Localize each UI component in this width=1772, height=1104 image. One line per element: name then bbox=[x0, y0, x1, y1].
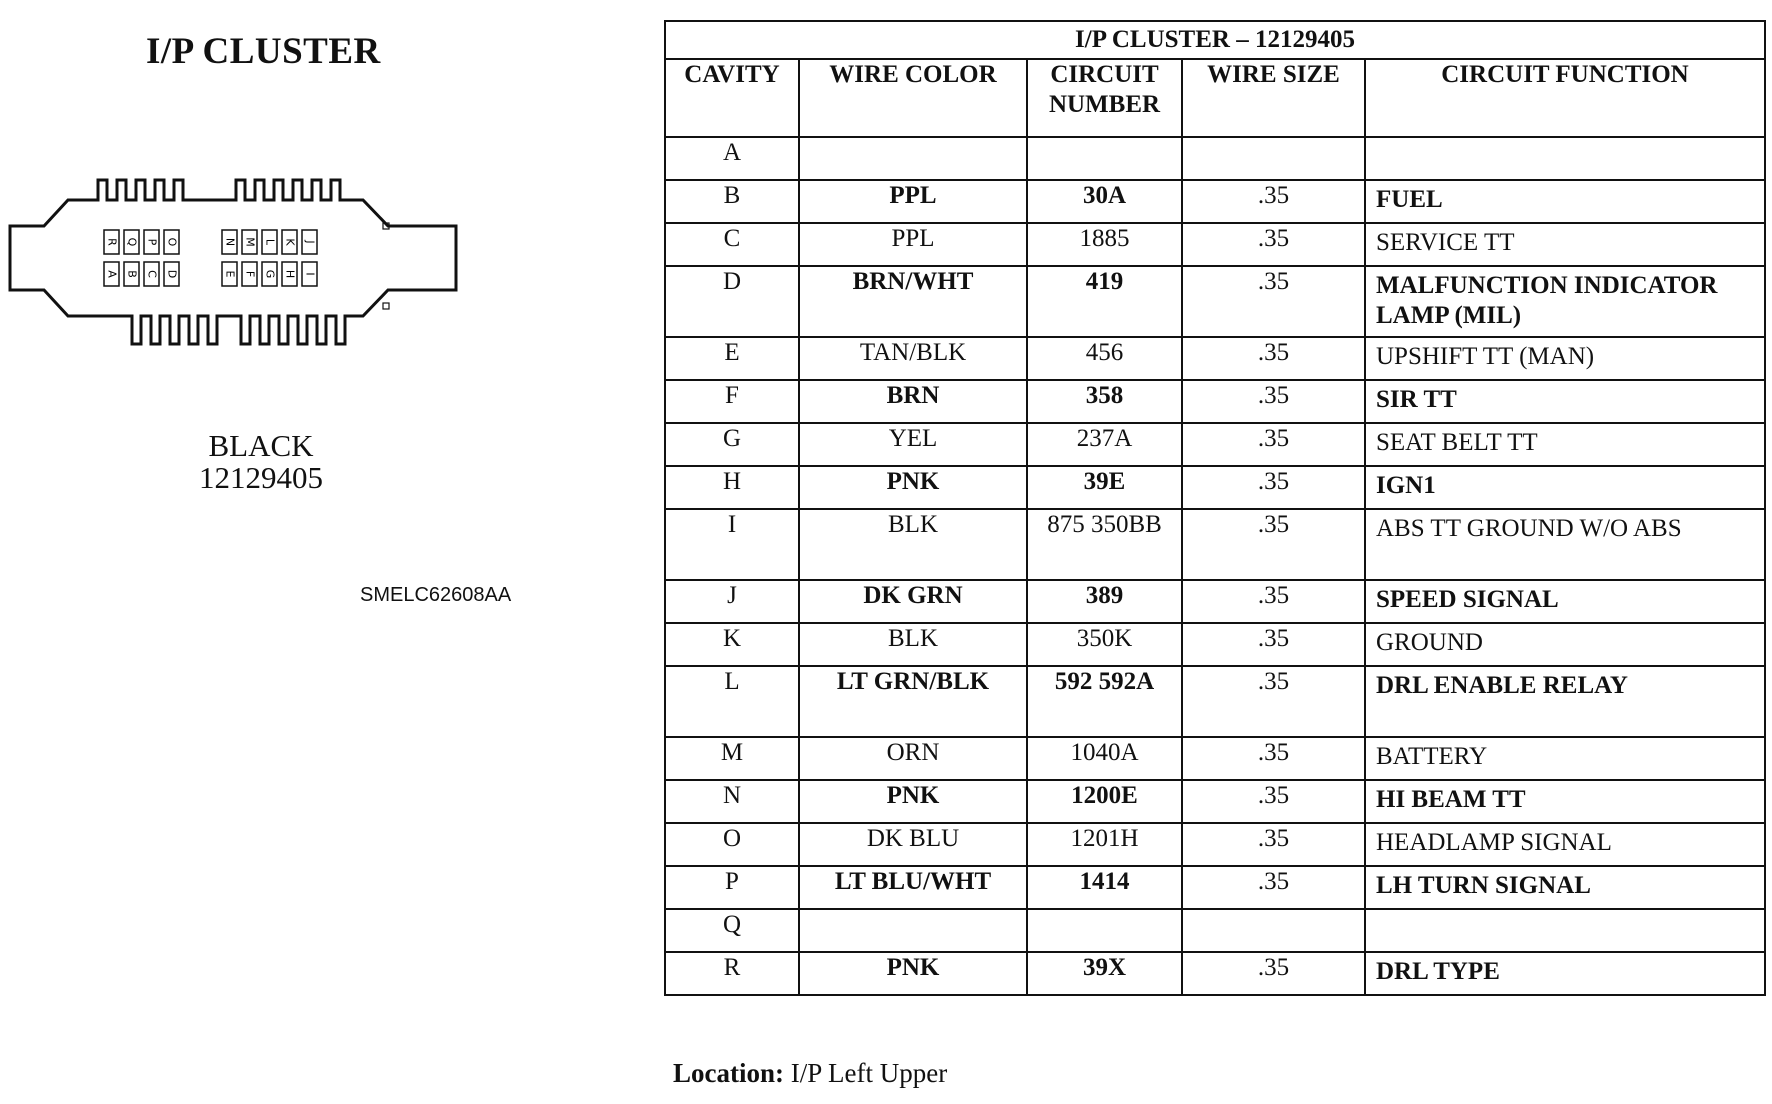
cavity-slot-label: Q bbox=[125, 237, 139, 247]
header-circuit-function: CIRCUIT FUNCTION bbox=[1365, 59, 1765, 137]
cell-cavity: O bbox=[665, 823, 799, 866]
cell-wire-color: PNK bbox=[799, 780, 1027, 823]
cavity-slot-label: I bbox=[303, 272, 317, 276]
table-row bbox=[665, 780, 1765, 823]
table-row bbox=[665, 137, 1765, 180]
cell-circuit-function: HEADLAMP SIGNAL bbox=[1365, 823, 1765, 866]
cell-cavity: E bbox=[665, 337, 799, 380]
cell-circuit-function: LH TURN SIGNAL bbox=[1365, 866, 1765, 909]
cell-circuit-number: 237A bbox=[1027, 423, 1182, 466]
location-value: I/P Left Upper bbox=[790, 1058, 948, 1088]
cell-cavity: Q bbox=[665, 909, 799, 952]
cell-cavity: C bbox=[665, 223, 799, 266]
cell-wire-size: .35 bbox=[1182, 737, 1365, 780]
location-label: Location: bbox=[673, 1058, 784, 1088]
cell-circuit-function: MALFUNCTION INDICATOR LAMP (MIL) bbox=[1365, 266, 1765, 337]
cell-wire-size: .35 bbox=[1182, 337, 1365, 380]
cell-wire-color: YEL bbox=[799, 423, 1027, 466]
table-row bbox=[665, 380, 1765, 423]
cell-wire-color bbox=[799, 909, 1027, 952]
cell-circuit-function: FUEL bbox=[1365, 180, 1765, 223]
pinout-table bbox=[664, 20, 1766, 996]
cavity-slot-label: C bbox=[145, 270, 159, 278]
table-row bbox=[665, 823, 1765, 866]
cell-circuit-number: 1885 bbox=[1027, 223, 1182, 266]
cavity-slot-label: N bbox=[223, 237, 237, 247]
cell-cavity: M bbox=[665, 737, 799, 780]
table-row bbox=[665, 466, 1765, 509]
cell-circuit-function bbox=[1365, 137, 1765, 180]
cell-circuit-function: BATTERY bbox=[1365, 737, 1765, 780]
cell-wire-size: .35 bbox=[1182, 266, 1365, 337]
cell-wire-size bbox=[1182, 909, 1365, 952]
cell-cavity: G bbox=[665, 423, 799, 466]
cell-circuit-number: 592 592A bbox=[1027, 666, 1182, 737]
table-row bbox=[665, 866, 1765, 909]
alignment-mark bbox=[383, 303, 389, 309]
cavity-slot-label: P bbox=[145, 238, 159, 246]
cell-circuit-function: SEAT BELT TT bbox=[1365, 423, 1765, 466]
cell-circuit-number bbox=[1027, 137, 1182, 180]
cavity-slot-label: B bbox=[125, 270, 139, 278]
cell-circuit-function: SIR TT bbox=[1365, 380, 1765, 423]
cavity-slot-label: D bbox=[165, 269, 179, 279]
cell-circuit-function bbox=[1365, 909, 1765, 952]
cell-circuit-number: 389 bbox=[1027, 580, 1182, 623]
cavity-slot-label: J bbox=[303, 240, 317, 244]
cell-cavity: F bbox=[665, 380, 799, 423]
cavity-slot-label: E bbox=[223, 270, 237, 278]
cell-circuit-number: 39X bbox=[1027, 952, 1182, 995]
cell-circuit-function: DRL TYPE bbox=[1365, 952, 1765, 995]
cavity-slot-label: G bbox=[263, 269, 277, 279]
cell-cavity: D bbox=[665, 266, 799, 337]
cell-wire-size: .35 bbox=[1182, 580, 1365, 623]
cell-cavity: J bbox=[665, 580, 799, 623]
cell-wire-size: .35 bbox=[1182, 509, 1365, 580]
table-row bbox=[665, 423, 1765, 466]
cell-circuit-function: IGN1 bbox=[1365, 466, 1765, 509]
cell-circuit-number bbox=[1027, 909, 1182, 952]
cell-wire-size: .35 bbox=[1182, 866, 1365, 909]
cell-circuit-function: GROUND bbox=[1365, 623, 1765, 666]
table-caption: I/P CLUSTER – 12129405 bbox=[665, 21, 1765, 59]
table-row bbox=[665, 952, 1765, 995]
cell-circuit-number: 1414 bbox=[1027, 866, 1182, 909]
connector-color: BLACK bbox=[208, 428, 314, 463]
cell-wire-color: BRN/WHT bbox=[799, 266, 1027, 337]
cavity-slot-label: O bbox=[165, 237, 179, 247]
cell-cavity: B bbox=[665, 180, 799, 223]
header-wire-color: WIRE COLOR bbox=[799, 59, 1027, 137]
table-row bbox=[665, 737, 1765, 780]
cell-circuit-number: 1201H bbox=[1027, 823, 1182, 866]
table-row bbox=[665, 180, 1765, 223]
cell-wire-size: .35 bbox=[1182, 780, 1365, 823]
cell-wire-size: .35 bbox=[1182, 223, 1365, 266]
cell-wire-color: TAN/BLK bbox=[799, 337, 1027, 380]
location-note bbox=[673, 1058, 947, 1089]
cell-wire-color: PNK bbox=[799, 952, 1027, 995]
cell-wire-size bbox=[1182, 137, 1365, 180]
cell-wire-color: PNK bbox=[799, 466, 1027, 509]
cell-cavity: H bbox=[665, 466, 799, 509]
cell-wire-color: BLK bbox=[799, 623, 1027, 666]
table-row bbox=[665, 509, 1765, 580]
cell-circuit-function: UPSHIFT TT (MAN) bbox=[1365, 337, 1765, 380]
cavity-slot-label: A bbox=[105, 270, 119, 278]
reference-code: SMELC62608AA bbox=[360, 584, 512, 606]
cell-wire-color: ORN bbox=[799, 737, 1027, 780]
cell-cavity: N bbox=[665, 780, 799, 823]
cell-cavity: R bbox=[665, 952, 799, 995]
cell-wire-size: .35 bbox=[1182, 623, 1365, 666]
cell-circuit-function: SPEED SIGNAL bbox=[1365, 580, 1765, 623]
cavity-slot-label: F bbox=[243, 270, 257, 278]
connector-color-part bbox=[196, 430, 326, 494]
cell-cavity: I bbox=[665, 509, 799, 580]
cavity-slot-label: K bbox=[283, 238, 297, 246]
cell-cavity: P bbox=[665, 866, 799, 909]
cell-wire-color bbox=[799, 137, 1027, 180]
header-wire-size: WIRE SIZE bbox=[1182, 59, 1365, 137]
cell-wire-color: BLK bbox=[799, 509, 1027, 580]
cell-circuit-function: SERVICE TT bbox=[1365, 223, 1765, 266]
cell-wire-size: .35 bbox=[1182, 380, 1365, 423]
table-row bbox=[665, 623, 1765, 666]
cell-circuit-number: 350K bbox=[1027, 623, 1182, 666]
cell-circuit-number: 358 bbox=[1027, 380, 1182, 423]
cell-wire-color: PPL bbox=[799, 223, 1027, 266]
cell-cavity: A bbox=[665, 137, 799, 180]
cell-circuit-function: ABS TT GROUND W/O ABS bbox=[1365, 509, 1765, 580]
cell-wire-color: BRN bbox=[799, 380, 1027, 423]
cell-circuit-number: 1200E bbox=[1027, 780, 1182, 823]
table-row bbox=[665, 909, 1765, 952]
cell-circuit-number: 39E bbox=[1027, 466, 1182, 509]
header-cavity: CAVITY bbox=[665, 59, 799, 137]
table-row bbox=[665, 223, 1765, 266]
cell-wire-size: .35 bbox=[1182, 423, 1365, 466]
cell-circuit-number: 875 350BB bbox=[1027, 509, 1182, 580]
header-circuit-number: CIRCUIT NUMBER bbox=[1027, 59, 1182, 137]
cell-wire-color: LT BLU/WHT bbox=[799, 866, 1027, 909]
cavity-slot-label: R bbox=[105, 238, 119, 246]
cell-circuit-number: 419 bbox=[1027, 266, 1182, 337]
cavity-slot-label: M bbox=[243, 237, 257, 247]
cell-wire-size: .35 bbox=[1182, 180, 1365, 223]
table-row bbox=[665, 266, 1765, 337]
connector-title: I/P CLUSTER bbox=[146, 31, 381, 72]
cell-wire-size: .35 bbox=[1182, 666, 1365, 737]
connector-part-number: 12129405 bbox=[199, 460, 323, 495]
cell-wire-color: DK BLU bbox=[799, 823, 1027, 866]
cell-circuit-function: DRL ENABLE RELAY bbox=[1365, 666, 1765, 737]
cell-wire-color: DK GRN bbox=[799, 580, 1027, 623]
cell-circuit-function: HI BEAM TT bbox=[1365, 780, 1765, 823]
table-row bbox=[665, 580, 1765, 623]
cell-wire-color: LT GRN/BLK bbox=[799, 666, 1027, 737]
cell-circuit-number: 1040A bbox=[1027, 737, 1182, 780]
cell-cavity: K bbox=[665, 623, 799, 666]
connector-face-diagram bbox=[8, 178, 470, 374]
cell-wire-size: .35 bbox=[1182, 466, 1365, 509]
cell-wire-size: .35 bbox=[1182, 823, 1365, 866]
cell-wire-size: .35 bbox=[1182, 952, 1365, 995]
table-row bbox=[665, 337, 1765, 380]
cell-circuit-number: 456 bbox=[1027, 337, 1182, 380]
cell-wire-color: PPL bbox=[799, 180, 1027, 223]
cavity-slot-label: L bbox=[263, 238, 277, 246]
cavity-slot-label: H bbox=[283, 269, 297, 279]
table-row bbox=[665, 666, 1765, 737]
cell-circuit-number: 30A bbox=[1027, 180, 1182, 223]
cell-cavity: L bbox=[665, 666, 799, 737]
